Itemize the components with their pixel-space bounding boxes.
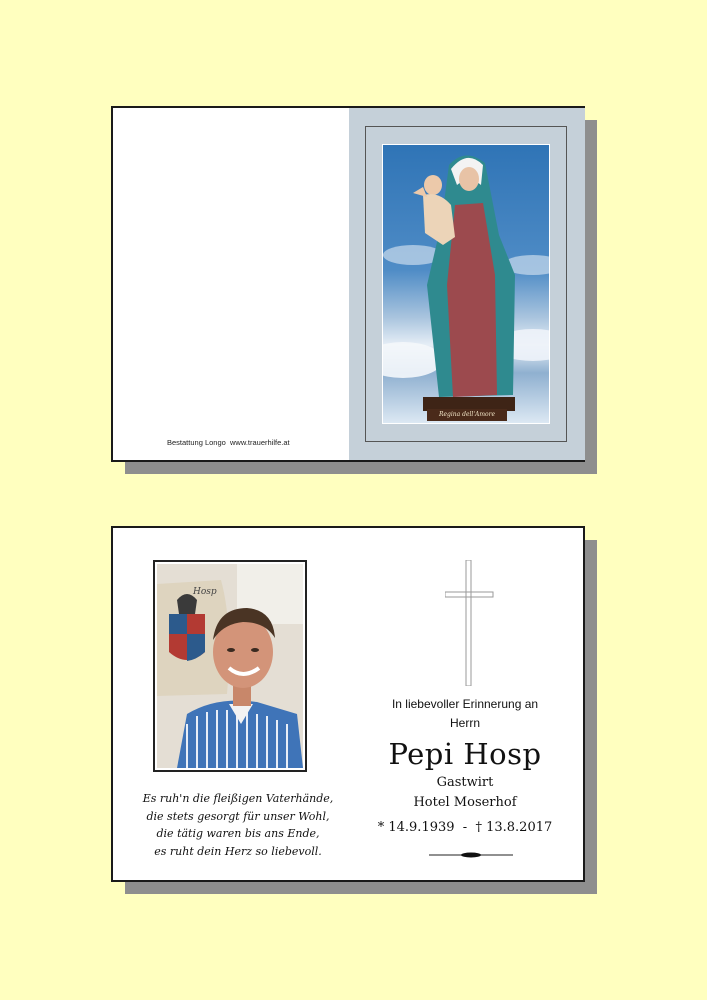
memorial-text xyxy=(353,696,577,835)
ornament-divider-icon xyxy=(429,850,513,860)
top-card xyxy=(111,106,585,462)
funeral-home-url[interactable]: www.trauerhilfe.at xyxy=(229,438,290,447)
image-caption: Regina dell'Amore xyxy=(427,409,507,421)
top-card-right-panel xyxy=(349,108,585,460)
madonna-image xyxy=(382,144,550,424)
memorial-intro: In liebevoller Erinnerung an xyxy=(391,697,539,711)
birth-date: * 14.9.1939 xyxy=(377,820,455,835)
top-card-left-panel xyxy=(113,108,349,460)
verse-line: die stets gesorgt für unser Wohl, xyxy=(146,809,330,823)
portrait-frame xyxy=(153,560,307,772)
bottom-card xyxy=(111,526,585,882)
verse-line: es ruht dein Herz so liebevoll. xyxy=(154,844,322,858)
occupation: Gastwirt xyxy=(436,775,494,790)
deceased-name: Pepi Hosp xyxy=(388,737,542,771)
life-dates xyxy=(353,820,577,835)
portrait-photo xyxy=(157,564,303,768)
workplace: Hotel Moserhof xyxy=(413,795,517,810)
salutation: Herrn xyxy=(449,716,480,730)
cross-icon xyxy=(445,560,495,686)
madonna-statue-illustration xyxy=(383,145,549,423)
death-date: † 13.8.2017 xyxy=(475,820,553,835)
verse-line: Es ruh'n die fleißigen Vaterhände, xyxy=(142,792,334,805)
funeral-home-name: Bestattung Longo xyxy=(167,438,226,447)
memorial-verse xyxy=(133,790,343,860)
date-separator: - xyxy=(462,820,468,835)
funeral-home-footer xyxy=(167,438,290,447)
verse-line: die tätig waren bis ans Ende, xyxy=(156,827,320,840)
plaque-text: Hosp xyxy=(193,587,217,597)
image-frame xyxy=(365,126,567,442)
portrait-illustration xyxy=(157,564,303,768)
